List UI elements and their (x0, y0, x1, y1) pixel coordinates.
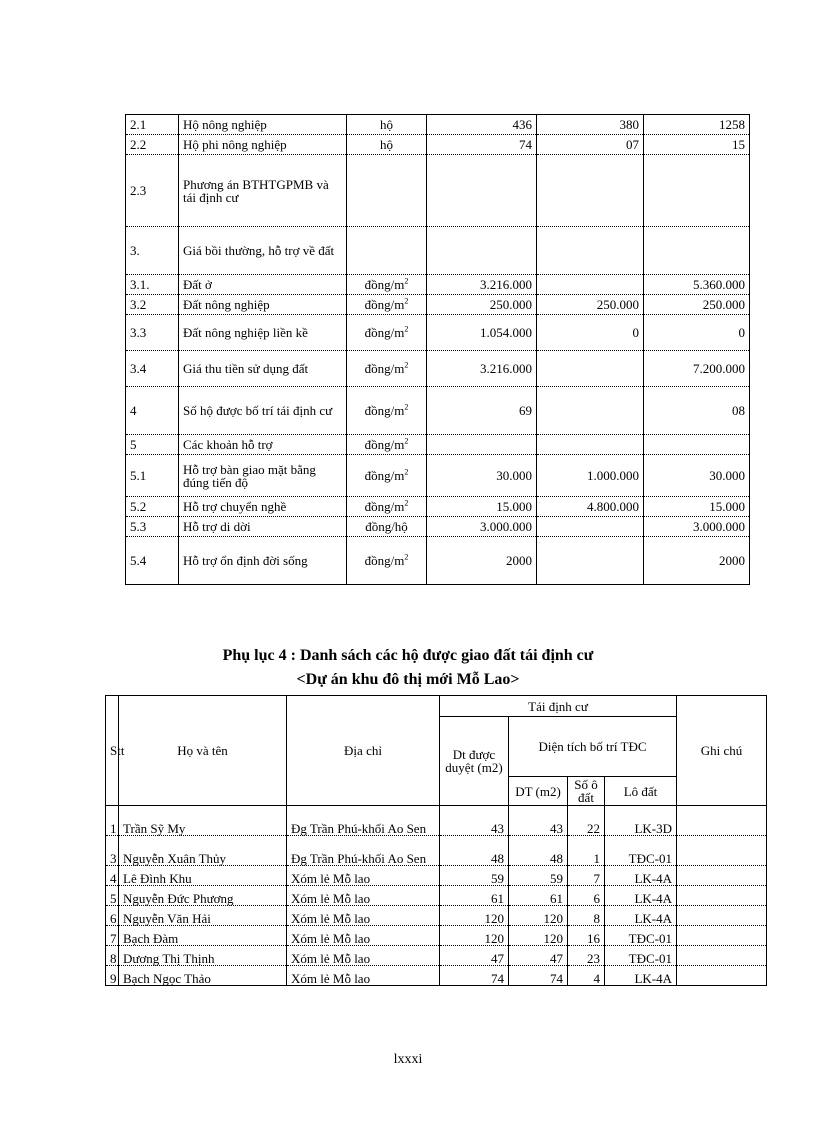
value-1: 15.000 (427, 497, 537, 517)
dt-approved: 61 (440, 886, 509, 906)
lot-code: LK-4A (605, 866, 677, 886)
header-lot: Lô đất (605, 777, 677, 806)
address: Xóm lẻ Mỗ lao (287, 946, 440, 966)
value-3: 1258 (644, 115, 750, 135)
address: Xóm lẻ Mỗ lao (287, 966, 440, 986)
appendix-subtitle: <Dự án khu đô thị mới Mỗ Lao> (296, 671, 520, 688)
person-name: Lê Đình Khu (119, 866, 287, 886)
dt-approved: 59 (440, 866, 509, 886)
row-number: 7 (106, 926, 119, 946)
resettlement-table (105, 695, 767, 986)
value-3 (644, 155, 750, 227)
value-3 (644, 227, 750, 275)
header-plot-no: Số ô đất (568, 777, 605, 806)
note (677, 946, 767, 966)
note (677, 866, 767, 886)
value-3: 250.000 (644, 295, 750, 315)
lot-code: LK-3D (605, 806, 677, 836)
value-3: 15 (644, 135, 750, 155)
item-label: Giá bồi thường, hỗ trợ về đất (179, 227, 347, 275)
dt-approved: 47 (440, 946, 509, 966)
table-row (126, 387, 750, 435)
row-number: 3.1. (126, 275, 179, 295)
dt-allocated: 120 (509, 906, 568, 926)
header-address: Địa chỉ (287, 696, 440, 806)
person-name: Trần Sỹ My (119, 806, 287, 836)
dt-allocated: 74 (509, 966, 568, 986)
item-label: Hộ nông nghiệp (179, 115, 347, 135)
item-label: Đất ở (179, 275, 347, 295)
table-row (106, 906, 767, 926)
header-dt-approved: Dt được duyệt (m2) (440, 717, 509, 806)
unit: đồng/$m^2$ (347, 387, 427, 435)
person-name: Dương Thị Thịnh (119, 946, 287, 966)
lot-code: LK-4A (605, 886, 677, 906)
dt-approved: 74 (440, 966, 509, 986)
value-3: 08 (644, 387, 750, 435)
table-row (106, 866, 767, 886)
value-1: 250.000 (427, 295, 537, 315)
value-3: 7.200.000 (644, 351, 750, 387)
plot-number: 6 (568, 886, 605, 906)
value-2: 4.800.000 (537, 497, 644, 517)
value-2 (537, 435, 644, 455)
unit-superscript: 2 (404, 296, 409, 306)
plot-number: 8 (568, 906, 605, 926)
table-row (126, 115, 750, 135)
value-2: 0 (537, 315, 644, 351)
item-label: Các khoản hỗ trợ (179, 435, 347, 455)
plot-number: 7 (568, 866, 605, 886)
table-row (106, 836, 767, 866)
unit: hộ (347, 115, 427, 135)
row-number: 6 (106, 906, 119, 926)
value-2 (537, 387, 644, 435)
table-row (126, 435, 750, 455)
table-row (106, 806, 767, 836)
unit: đồng/$m^2$ (347, 275, 427, 295)
dt-allocated: 61 (509, 886, 568, 906)
dt-approved: 120 (440, 906, 509, 926)
value-3: 5.360.000 (644, 275, 750, 295)
value-1: 2000 (427, 537, 537, 585)
person-name: Bạch Ngọc Thảo (119, 966, 287, 986)
row-number: 5.4 (126, 537, 179, 585)
value-2: 250.000 (537, 295, 644, 315)
row-number: 9 (106, 966, 119, 986)
item-label: Đất nông nghiệp (179, 295, 347, 315)
note (677, 886, 767, 906)
value-2 (537, 517, 644, 537)
person-name: Bạch Đàm (119, 926, 287, 946)
item-label: Số hộ được bố trí tái định cư (179, 387, 347, 435)
address: Xóm lẻ Mỗ lao (287, 886, 440, 906)
value-1: 436 (427, 115, 537, 135)
page-number: lxxxi (393, 1052, 423, 1067)
table-row (126, 135, 750, 155)
table-row (126, 351, 750, 387)
unit: đồng/$m^2$ (347, 295, 427, 315)
note (677, 836, 767, 866)
header-note: Ghi chú (677, 696, 767, 806)
plot-number: 16 (568, 926, 605, 946)
table-row (126, 275, 750, 295)
unit: đồng/$m^2$ (347, 497, 427, 517)
value-1 (427, 227, 537, 275)
row-number: 2.2 (126, 135, 179, 155)
value-1: 1.054.000 (427, 315, 537, 351)
value-1: 3.216.000 (427, 275, 537, 295)
value-2: 380 (537, 115, 644, 135)
table-row (106, 886, 767, 906)
value-1: 3.000.000 (427, 517, 537, 537)
unit: đồng/$m^2$ (347, 315, 427, 351)
value-2 (537, 155, 644, 227)
value-2 (537, 537, 644, 585)
item-label: Giá thu tiền sử dụng đất (179, 351, 347, 387)
row-number: 5.2 (126, 497, 179, 517)
item-label: Hộ phi nông nghiệp (179, 135, 347, 155)
unit-superscript: 2 (404, 552, 409, 562)
note (677, 906, 767, 926)
row-number: 4 (126, 387, 179, 435)
row-number: 5 (126, 435, 179, 455)
row-number: 3.3 (126, 315, 179, 351)
value-1: 30.000 (427, 455, 537, 497)
value-2 (537, 227, 644, 275)
item-label: Hỗ trợ ổn định đời sống (179, 537, 347, 585)
note (677, 966, 767, 986)
dt-allocated: 47 (509, 946, 568, 966)
table-row (126, 315, 750, 351)
dt-approved: 43 (440, 806, 509, 836)
row-number: 3.2 (126, 295, 179, 315)
appendix-title: Phụ lục 4 : Danh sách các hộ được giao đất tái định cư (222, 647, 594, 664)
value-3: 15.000 (644, 497, 750, 517)
table-row (106, 966, 767, 986)
unit: hộ (347, 135, 427, 155)
row-number: 4 (106, 866, 119, 886)
unit-superscript: 2 (404, 467, 409, 477)
table-row (126, 455, 750, 497)
unit: đồng/hộ (347, 517, 427, 537)
dt-allocated: 59 (509, 866, 568, 886)
plot-number: 1 (568, 836, 605, 866)
address: Đg Trần Phú-khối Ao Sen (287, 806, 440, 836)
row-number: 3 (106, 836, 119, 866)
unit-superscript: 2 (404, 402, 409, 412)
address: Xóm lẻ Mỗ lao (287, 866, 440, 886)
value-2 (537, 351, 644, 387)
note (677, 926, 767, 946)
dt-allocated: 120 (509, 926, 568, 946)
person-name: Nguyễn Văn Hải (119, 906, 287, 926)
unit-superscript: 2 (404, 498, 409, 508)
table-row (126, 537, 750, 585)
value-1: 3.216.000 (427, 351, 537, 387)
address: Xóm lẻ Mỗ lao (287, 906, 440, 926)
row-number: 8 (106, 946, 119, 966)
lot-code: TĐC-01 (605, 926, 677, 946)
table-row (126, 155, 750, 227)
header-resettle: Tái định cư (440, 696, 677, 717)
unit-superscript: 2 (404, 324, 409, 334)
lot-code: TĐC-01 (605, 836, 677, 866)
plot-number: 4 (568, 966, 605, 986)
unit-superscript: 2 (404, 360, 409, 370)
header-area-alloc: Diện tích bố trí TĐC (509, 717, 677, 777)
header-name: Họ và tên (119, 696, 287, 806)
row-number: 5.1 (126, 455, 179, 497)
value-3: 2000 (644, 537, 750, 585)
value-2: 07 (537, 135, 644, 155)
item-label: Đất nông nghiệp liền kề (179, 315, 347, 351)
row-number: 3.4 (126, 351, 179, 387)
table-row (126, 227, 750, 275)
value-1 (427, 435, 537, 455)
value-1 (427, 155, 537, 227)
item-label: Hỗ trợ di dời (179, 517, 347, 537)
table-row (126, 497, 750, 517)
dt-approved: 48 (440, 836, 509, 866)
address: Đg Trần Phú-khối Ao Sen (287, 836, 440, 866)
unit: đồng/$m^2$ (347, 455, 427, 497)
lot-code: TĐC-01 (605, 946, 677, 966)
row-number: 2.1 (126, 115, 179, 135)
value-2: 1.000.000 (537, 455, 644, 497)
value-3: 30.000 (644, 455, 750, 497)
lot-code: LK-4A (605, 906, 677, 926)
table-row (106, 926, 767, 946)
unit: đồng/$m^2$ (347, 351, 427, 387)
row-number: 2.3 (126, 155, 179, 227)
item-label: Hỗ trợ bàn giao mặt bằng đúng tiến độ (179, 455, 347, 497)
unit (347, 227, 427, 275)
table-row (106, 946, 767, 966)
note (677, 806, 767, 836)
budget-table (125, 114, 750, 585)
unit: đồng/$m^2$ (347, 435, 427, 455)
value-3: 3.000.000 (644, 517, 750, 537)
plot-number: 22 (568, 806, 605, 836)
person-name: Nguyễn Xuân Thủy (119, 836, 287, 866)
table-row (126, 295, 750, 315)
header-stt: Stt (106, 696, 119, 806)
address: Xóm lẻ Mỗ lao (287, 926, 440, 946)
header-dt: DT (m2) (509, 777, 568, 806)
item-label: Phương án BTHTGPMB và tái định cư (179, 155, 347, 227)
unit-superscript: 2 (404, 276, 409, 286)
unit-superscript: 2 (404, 436, 409, 446)
plot-number: 23 (568, 946, 605, 966)
row-number: 5 (106, 886, 119, 906)
unit: đồng/$m^2$ (347, 537, 427, 585)
person-name: Nguyễn Đức Phương (119, 886, 287, 906)
value-3: 0 (644, 315, 750, 351)
value-3 (644, 435, 750, 455)
row-number: 3. (126, 227, 179, 275)
row-number: 5.3 (126, 517, 179, 537)
table-row (126, 517, 750, 537)
dt-allocated: 48 (509, 836, 568, 866)
value-2 (537, 275, 644, 295)
row-number: 1 (106, 806, 119, 836)
unit (347, 155, 427, 227)
value-1: 69 (427, 387, 537, 435)
dt-allocated: 43 (509, 806, 568, 836)
lot-code: LK-4A (605, 966, 677, 986)
dt-approved: 120 (440, 926, 509, 946)
value-1: 74 (427, 135, 537, 155)
item-label: Hỗ trợ chuyển nghề (179, 497, 347, 517)
